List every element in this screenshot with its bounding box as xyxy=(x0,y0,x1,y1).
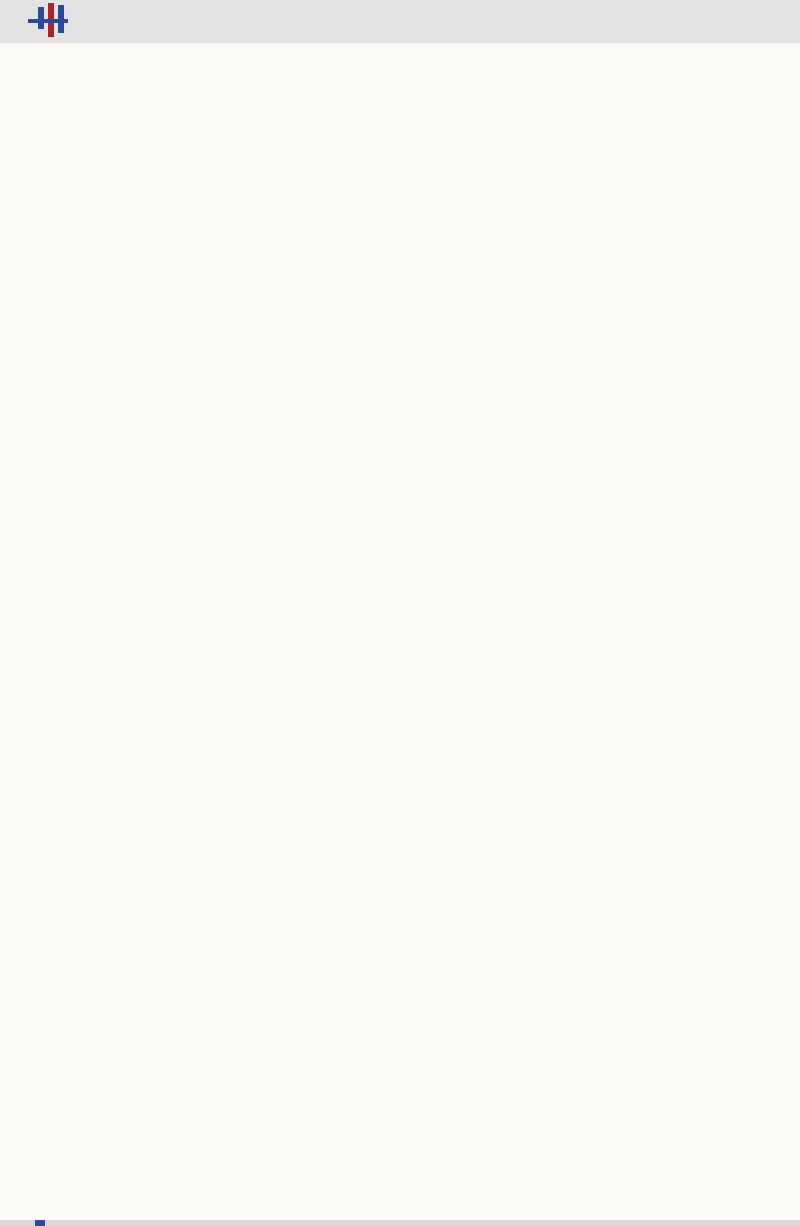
bottom-edge-strip xyxy=(0,1220,800,1226)
viewer-header-bar xyxy=(0,0,800,43)
university-logo-icon xyxy=(24,3,68,37)
